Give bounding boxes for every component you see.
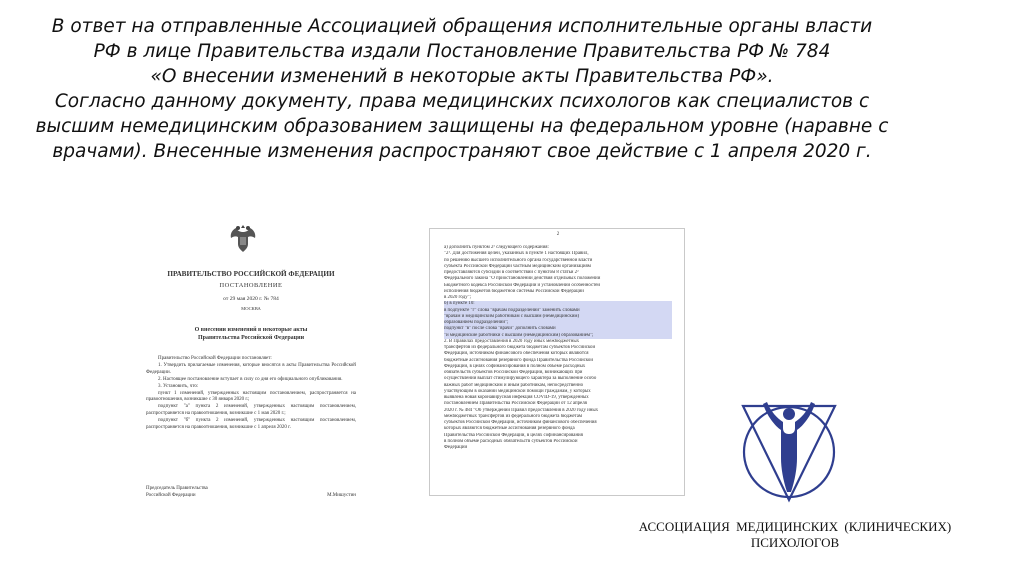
amendment-line: Федерального закона "О приостановлении действия отдельных положений <box>444 276 601 282</box>
amendment-line: "врачам и медицинским работникам с высшим (немедицинским) <box>444 314 672 320</box>
page-number: 2 <box>556 232 560 237</box>
amendment-line: межбюджетных трансфертов из федерального бюджета бюджетам <box>444 413 583 419</box>
amendment-line: субъекта Российской Федерации частным медицинским организациям <box>444 263 591 269</box>
amendment-page <box>429 228 685 496</box>
amendment-line: субъектов Российской Федерации, источником финансового обеспечения <box>444 420 597 425</box>
decree-paragraph: 2. Настоящее постановление вступает в силу со дня его официального опубликования. <box>158 376 343 382</box>
association-name <box>600 519 990 551</box>
decree-city: МОСКВА <box>241 306 261 311</box>
decree-paragraph: пункт 1 изменений, утвержденных настоящим постановлением, распространяется на правоотношения, возникшие с 30 января 2020 г.; <box>146 390 356 403</box>
amendment-line: предоставляются субсидии в соответствии с пунктом 8 статьи 2² <box>444 270 579 275</box>
amendment-line: образованием подразделений"; <box>444 320 672 326</box>
amendment-line: Правительства Российской Федерации, в целях софинансирования <box>444 432 583 438</box>
heading-line: врачами). Внесенные изменения распространяют свое действие с 1 апреля 2020 г. <box>52 141 872 162</box>
decree-title-line: О внесении изменений в некоторые акты <box>194 327 308 333</box>
amendment-line: обязательств субъектов Российской Федерации, возникающих при <box>444 370 583 375</box>
decree-signature-title <box>146 486 208 500</box>
amendment-text <box>444 245 672 451</box>
decree-page <box>140 218 362 510</box>
decree-body <box>146 356 356 432</box>
decree-government: ПРАВИТЕЛЬСТВО РОССИЙСКОЙ ФЕДЕРАЦИИ <box>167 270 335 278</box>
amendment-line: постановлением Правительства Российской Федерации от 12 апреля <box>444 401 587 407</box>
amendment-line: по решению высшего исполнительного органа государственной власти <box>444 257 593 263</box>
heading-text <box>12 14 912 164</box>
amendment-line: Федерации, в целях софинансирования в полном объеме расходных <box>444 363 586 369</box>
amendment-line: б) в пункте 10: <box>444 301 672 307</box>
decree-paragraph: Правительство Российской Федерации постановляет: <box>158 356 272 361</box>
amendment-line: "2¹. Для достижения целей, указанных в пункте 1 настоящих Правил, <box>444 251 589 257</box>
amendment-line: которых являются бюджетные ассигнования резервного фонда <box>444 426 575 432</box>
amendment-line: в полном объеме расходных обязательств субъектов Российской <box>444 438 578 444</box>
decree-paragraph: подпункт "б" пункта 2 изменений, утвержденных настоящим постановлением, распространяется на правоотношения, возникшие с 1 апреля 2020 г. <box>146 418 356 431</box>
signature-title-line: Российской Федерации <box>146 492 196 498</box>
association-logo-icon <box>737 388 847 508</box>
decree-signature-name: М.Мишустин <box>327 493 356 498</box>
amendment-line: в подпункте "г" слова "врачам подразделений" заменить словами <box>444 308 672 314</box>
amendment-line: осуществлении выплат стимулирующего характера за выполнение особо <box>444 376 597 382</box>
decree-paragraph: подпункт "а" пункта 2 изменений, утвержденных настоящим постановлением, распространяется на правоотношения, возникшие с 1 мая 2020 г.; <box>146 404 356 417</box>
amendment-line: Федерации, источником финансового обеспечения которых являются <box>444 351 589 357</box>
amendment-line: 2. В Правилах предоставления в 2020 году иных межбюджетных <box>444 338 580 344</box>
amendment-line: в 2020 году"; <box>444 295 472 300</box>
amendment-line: выявлена новая коронавирусная инфекция COVID-19, утвержденных <box>444 395 589 400</box>
decree-paragraph: 3. Установить, что: <box>158 383 199 389</box>
decree-kind: ПОСТАНОВЛЕНИЕ <box>219 282 283 289</box>
amendment-line: Федерации <box>444 445 468 450</box>
amendment-line: а) дополнить пунктом 2¹ следующего содержания: <box>444 245 549 250</box>
signature-title-line: Председатель Правительства <box>146 486 208 491</box>
amendment-line: "и медицинские работники с высшим (немедицинским) образованием"; <box>444 333 672 339</box>
amendment-line: исполнения бюджетов бюджетной системы Российской Федерации <box>444 288 584 294</box>
decree-title <box>140 326 362 342</box>
amendment-line: подпункт "в" после слова "врачи" дополнить словами <box>444 326 672 332</box>
amendment-line: трансфертов из федерального бюджета бюджетам субъектов Российской <box>444 345 596 350</box>
heading-line: высшим немедицинским образованием защищены на федеральном уровне (наравне с <box>35 116 889 137</box>
amendment-line: Бюджетного кодекса Российской Федерации и установлении особенностей <box>444 282 601 288</box>
heading-line: РФ в лице Правительства издали Постановление Правительства РФ № 784 <box>93 41 831 62</box>
heading-line: В ответ на отправленные Ассоциацией обращения исполнительные органы власти <box>51 16 873 37</box>
coat-of-arms-icon <box>228 222 258 254</box>
amendment-line: 2020 г. № 484 "Об утверждении Правил предоставления в 2020 году иных <box>444 407 599 413</box>
amendment-line: важных работ медицинским и иным работникам, непосредственно <box>444 382 584 388</box>
decree-date: от 29 мая 2020 г. № 784 <box>223 296 279 302</box>
association-name-line: ПСИХОЛОГОВ <box>750 535 840 550</box>
association-name-line: АССОЦИАЦИЯ МЕДИЦИНСКИХ (КЛИНИЧЕСКИХ) <box>638 519 952 534</box>
amendment-line: бюджетные ассигнования резервного фонда Правительства Российской <box>444 357 593 363</box>
decree-title-line: Правительства Российской Федерации <box>197 335 305 341</box>
heading-line: Согласно данному документу, права медицинских психологов как специалистов с <box>54 91 870 112</box>
amendment-line: участвующим в оказании медицинской помощи гражданам, у которых <box>444 388 591 394</box>
decree-paragraph: 1. Утвердить прилагаемые изменения, которые вносятся в акты Правительства Российской Федерации. <box>146 362 356 375</box>
heading-line: «О внесении изменений в некоторые акты Правительства РФ». <box>150 66 774 87</box>
